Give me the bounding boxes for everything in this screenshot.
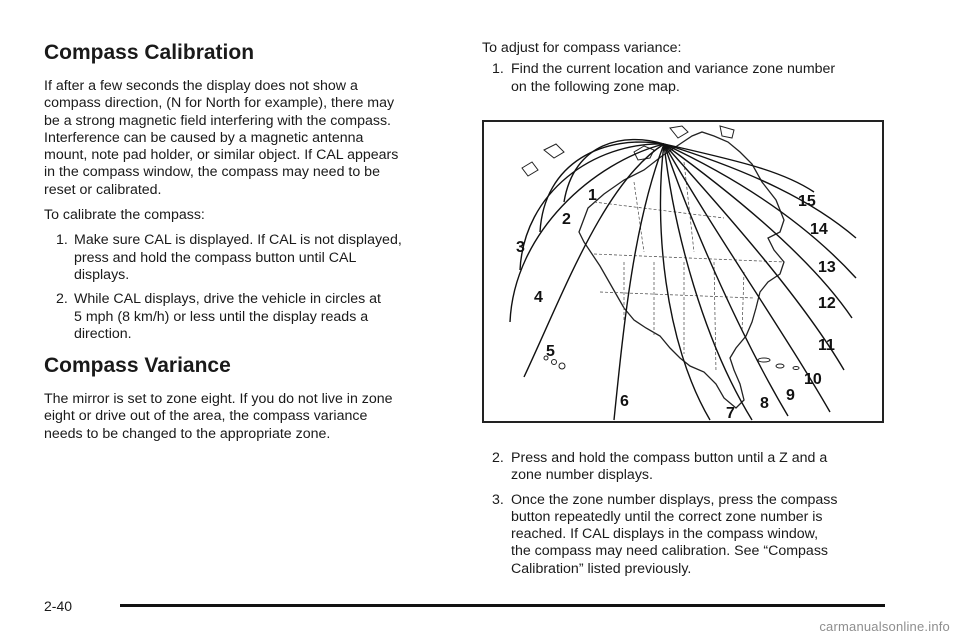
zone-map-illustration xyxy=(484,122,882,421)
compass-calibration-heading: Compass Calibration xyxy=(44,41,255,64)
step-line: on the following zone map. xyxy=(511,78,680,95)
calibration-intro-line: mount, note pad holder, or similar object. If CAL appears xyxy=(44,147,399,164)
zone-label-3: 3 xyxy=(516,239,525,256)
site-watermark: carmanualsonline.info xyxy=(819,619,950,634)
variance-line: needs to be changed to the appropriate zone. xyxy=(44,425,331,442)
step-line: Press and hold the compass button until a Z and a xyxy=(511,450,828,466)
step-number: 1. xyxy=(56,232,68,249)
step-line: Find the current location and variance zone number xyxy=(511,61,836,78)
calibration-intro-line: in the compass window, the compass may need to be xyxy=(44,164,380,181)
zone-label-9: 9 xyxy=(786,387,795,404)
step-line: displays. xyxy=(74,266,130,283)
zone-label-2: 2 xyxy=(562,211,571,228)
zone-label-1: 1 xyxy=(588,187,597,204)
step-line: direction. xyxy=(74,325,132,342)
variance-steps-list-top xyxy=(482,61,902,96)
left-column xyxy=(44,40,454,451)
variance-step-3 xyxy=(482,492,902,578)
compass-variance-heading: Compass Variance xyxy=(44,354,231,378)
zone-label-5: 5 xyxy=(546,343,555,360)
step-line: Once the zone number displays, press the compass xyxy=(511,491,838,508)
step-line: the compass may need calibration. See “Compass xyxy=(511,543,829,560)
arctic-islands xyxy=(522,126,734,176)
step-line: Make sure CAL is displayed. If CAL is not displayed, xyxy=(74,232,402,249)
zone-label-12: 12 xyxy=(818,295,836,312)
zone-label-8: 8 xyxy=(760,395,769,412)
zone-label-7: 7 xyxy=(726,405,735,421)
zone-label-15: 15 xyxy=(798,193,816,210)
calibration-steps-list xyxy=(44,232,454,343)
calibration-step-2 xyxy=(44,291,454,343)
right-column-bottom xyxy=(482,450,902,588)
step-line: Calibration” listed previously. xyxy=(511,560,692,577)
variance-steps-list-bottom xyxy=(482,450,902,578)
step-number: 1. xyxy=(492,61,504,78)
variance-paragraph xyxy=(44,391,454,443)
footer-rule xyxy=(120,604,885,607)
step-number: 3. xyxy=(492,491,504,508)
caribbean-islands xyxy=(758,358,799,370)
step-number: 2. xyxy=(56,291,68,308)
variance-step-2 xyxy=(482,450,902,485)
page-number: 2-40 xyxy=(44,598,73,614)
variance-lead-in: To adjust for compass variance: xyxy=(482,40,682,56)
calibration-intro-line: If after a few seconds the display does not show a xyxy=(44,78,358,94)
zone-label-14: 14 xyxy=(810,221,828,238)
step-line: While CAL displays, drive the vehicle in circles at xyxy=(74,291,381,308)
variance-line: eight or drive out of the area, the compass variance xyxy=(44,408,368,425)
variance-line: The mirror is set to zone eight. If you do not live in zone xyxy=(44,391,393,408)
calibration-step-1 xyxy=(44,232,454,284)
calibration-intro-line: compass direction, (N for North for example), there may xyxy=(44,95,395,112)
calibration-intro-paragraph xyxy=(44,78,454,199)
step-number: 2. xyxy=(492,450,504,466)
zone-label-6: 6 xyxy=(620,393,629,410)
zone-label-10: 10 xyxy=(804,371,822,388)
variance-step-1 xyxy=(482,61,902,96)
calibration-intro-line: Interference can be caused by a magnetic antenna xyxy=(44,129,364,146)
step-line: press and hold the compass button until CAL xyxy=(74,249,357,266)
calibration-intro-line: reset or calibrated. xyxy=(44,181,162,198)
calibration-intro-line: be a strong magnetic field interfering with the compass. xyxy=(44,112,391,129)
zone-label-4: 4 xyxy=(534,289,543,306)
variance-zone-map xyxy=(482,120,884,423)
zone-label-13: 13 xyxy=(818,259,836,276)
calibration-lead-in: To calibrate the compass: xyxy=(44,207,205,224)
step-line: zone number displays. xyxy=(511,467,653,484)
zone-label-11: 11 xyxy=(818,337,835,354)
step-line: 5 mph (8 km/h) or less until the display reads a xyxy=(74,308,369,325)
right-column-top xyxy=(482,40,902,106)
step-line: button repeatedly until the correct zone number is xyxy=(511,508,823,525)
step-line: reached. If CAL displays in the compass window, xyxy=(511,526,819,543)
